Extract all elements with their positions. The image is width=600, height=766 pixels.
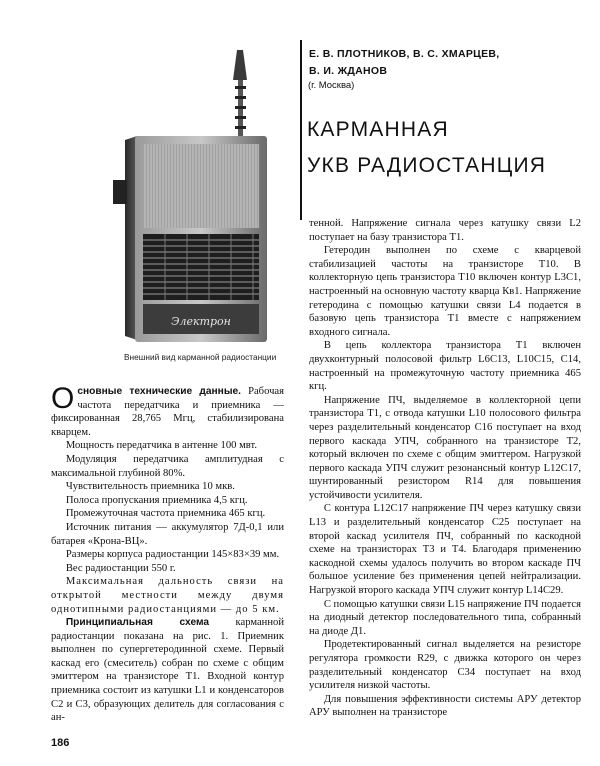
paragraph: С контура L12C17 напряжение ПЧ через катушку связи L13 и разделительный конденсатор C25 поступает на второй каскад усилителя ПЧ, собранный по каскодной схеме на транзисторах T3 и T4. Благодаря применению каскодной схемы удалось получить во втором каскаде ПЧ большое усиление без применения цепей нейтрализации. Нагрузкой второго каскада УПЧ служит контур L14C29. bbox=[309, 503, 581, 597]
drop-cap: О bbox=[51, 382, 75, 415]
specs-heading: сновные технические данные. bbox=[77, 386, 242, 397]
paragraph-schematic: Принципиальная схема карманной радиостанции показана на рис. 1. Приемник выполнен по супергетеродинной схеме. Первый каскад его (смеситель) собран по схеме с общим эмиттером на транзисторе T1. Входной контур приемника состоит из катушки L1 и конденсаторов C2 и C3, образующих делитель для согласования с ан- bbox=[51, 617, 284, 724]
article-title-line-1: КАРМАННАЯ bbox=[307, 118, 449, 141]
paragraph: тенной. Напряжение сигнала через катушку связи L2 поступает на базу транзистора T1. bbox=[309, 218, 581, 243]
paragraph: Продетектированный сигнал выделяется на резисторе регулятора громкости R29, с движка которого он через разделительный конденсатор C34 поступает на вход усилителя низкой частоты. bbox=[309, 639, 581, 692]
paragraph: Источник питания — аккумулятор 7Д-0,1 или батарея «Крона-ВЦ». bbox=[51, 521, 284, 547]
paragraph: Модуляция передатчика амплитудная с максимальной глубиной 80%. bbox=[51, 453, 284, 479]
paragraph: С помощью катушки связи L15 напряжение ПЧ подается на диодный детектор последовательного типа, собранный на диоде Д1. bbox=[309, 598, 581, 637]
authors-line-1: Е. В. ПЛОТНИКОВ, В. С. ХМАРЦЕВ, bbox=[309, 48, 500, 60]
volume-knob bbox=[113, 180, 127, 204]
antenna bbox=[233, 50, 247, 150]
paragraph: В цепь коллектора транзистора T1 включен двухконтурный полосовой фильтр L6C13, L10C15, C14, настроенный на промежуточную частоту приемника 465 кгц. bbox=[309, 340, 581, 393]
schematic-heading: Принципиальная схема bbox=[65, 617, 210, 629]
paragraph: Напряжение ПЧ, выделяемое в коллекторной цепи транзистора T1, с отвода катушки L10 полосового фильтра через разделительный конденсатор C16 поступает на вход первого каскада УПЧ, собранного на транзисторе T2, который включен по схеме с общим эмиттером. Нагрузкой первого каскада УПЧ служит резонансный контур L12C17, шунтированный резистором R14 для повышения устойчивости усилителя. bbox=[309, 394, 581, 501]
device-photo bbox=[113, 40, 279, 348]
paragraph: Для повышения эффективности системы АРУ детектор АРУ выполнен на транзисторе bbox=[309, 693, 581, 719]
right-column bbox=[309, 217, 581, 720]
paragraph: Гетеродин выполнен по схеме с кварцевой стабилизацией частоты на транзисторе T10. В коллекторную цепь транзистора T10 включен контур L3C1, настроенный на основную частоту кварца Кв1. Напряжение гетеродина с помощью катушки связи L4 подается в базовую цепь транзистора T1 вместе с напряжением входного сигнала. bbox=[309, 245, 581, 338]
paragraph: Мощность передатчика в антенне 100 мвт. bbox=[65, 440, 257, 452]
paragraph: Размеры корпуса радиостанции 145×83×39 мм. bbox=[65, 549, 280, 561]
author-city: (г. Москва) bbox=[308, 80, 355, 91]
paragraph-specs-intro: Основные технические данные. Рабочая частота передатчика и приемника — фиксированная 28,765 Мгц, стабилизирована кварцем. bbox=[51, 382, 284, 438]
speaker-grille bbox=[143, 234, 259, 300]
paragraph: Вес радиостанции 550 г. bbox=[65, 562, 176, 574]
authors-line-2: В. И. ЖДАНОВ bbox=[309, 65, 388, 77]
page-number: 186 bbox=[51, 737, 70, 749]
paragraph: Полоса пропускания приемника 4,5 кгц. bbox=[65, 494, 248, 506]
article-title-line-2: УКВ РАДИОСТАНЦИЯ bbox=[307, 154, 547, 177]
device-brand-label: Электрон bbox=[171, 315, 231, 328]
paragraph: Промежуточная частота приемника 465 кгц. bbox=[65, 508, 266, 520]
left-column bbox=[51, 382, 284, 725]
authors bbox=[309, 46, 579, 80]
paragraph: Чувствительность приемника 10 мкв. bbox=[65, 481, 235, 493]
figure-caption: Внешний вид карманной радиостанции bbox=[124, 352, 277, 362]
paragraph: Максимальная дальность связи на открытой местности между двумя однотипными радиостанциями — до 5 км. bbox=[51, 576, 284, 615]
vertical-rule bbox=[300, 40, 302, 220]
